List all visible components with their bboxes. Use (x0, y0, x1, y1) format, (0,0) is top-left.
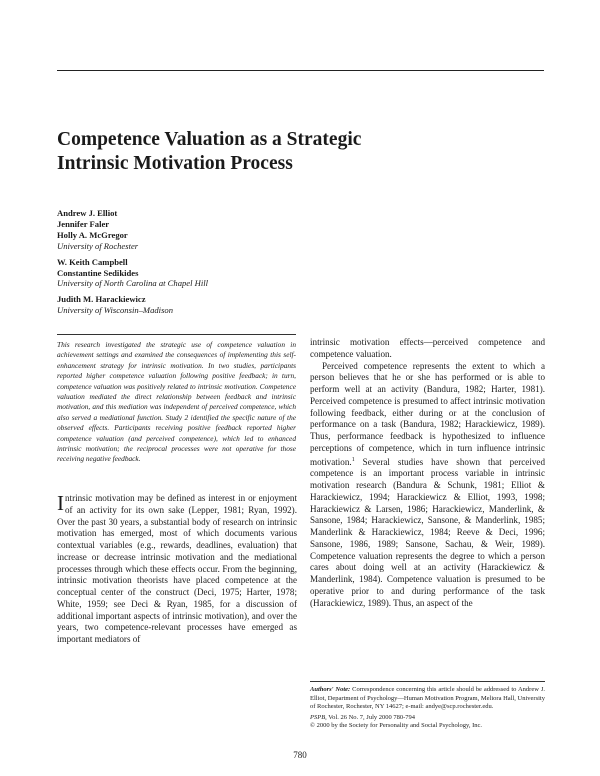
author-affiliation: University of Wisconsin–Madison (57, 305, 174, 316)
paragraph-continued: intrinsic motivation effects—perceived competence and competence valuation. (310, 337, 545, 359)
author-name: Jennifer Faler (57, 218, 110, 229)
author-affiliation: University of North Carolina at Chapel Hill (57, 278, 209, 289)
header-rule (57, 70, 544, 71)
journal-citation (310, 714, 545, 723)
paragraph-text: Perceived competence represents the extent to which a person believes that he or she has performed or is able to perform well at an activity (Bandura, 1982; Harter, 1981). Perceived competence is presumed to affect intrinsic motivation following feedback, either during or at the conclusion of performance on a task (Bandura, 1982; Harackiewicz, 1989). Thus, performance feedback is hypothesized to influence perceptions of competence, which in turn influence intrinsic motivation. (310, 360, 545, 467)
author-group-1 (57, 208, 357, 252)
body-column-left (57, 493, 297, 646)
author-name: Andrew J. Elliot (57, 208, 118, 218)
footnote-marker: 1 (351, 456, 355, 463)
title-line-2: Intrinsic Motivation Process (57, 153, 293, 174)
authors-note (310, 681, 545, 731)
author-name: Constantine Sedikides (57, 267, 139, 278)
note-label: Authors' Note: (310, 686, 351, 693)
paragraph-perceived-competence (310, 361, 545, 610)
intro-text: ntrinsic motivation may be defined as interest in or enjoyment of an activity for its own sake (Lepper, 1981; Ryan, 1992). Over the past 30 years, a substantial body of research on intrinsic motivation has emerged, most of which documents various contextual variables (e.g., rewards, deadlines, evaluation) that increase or decrease intrinsic motivation and the mediational processes through which these effects occur. From the beginning, intrinsic motivation theorists have placed competence at the conceptual center of the construct (Deci, 1975; Harter, 1978; White, 1959; see Deci & Ryan, 1985, for a discussion of additional important aspects of intrinsic motivation), and over the years, two competence-relevant processes have emerged as important mediators of (57, 493, 297, 644)
journal-volume: Vol. 26 No. 7, July 2000 780-794 (326, 713, 416, 721)
author-name: Judith M. Harackiewicz (57, 294, 146, 305)
article-title (57, 128, 477, 176)
author-name: W. Keith Campbell (57, 256, 128, 267)
drop-cap: I (57, 491, 64, 515)
title-line-1: Competence Valuation as a Strategic (57, 129, 362, 150)
journal-name: PSPB, (310, 713, 327, 721)
intro-paragraph (57, 493, 297, 646)
author-affiliation: University of Rochester (57, 240, 139, 251)
paragraph-text-continued: Several studies have shown that perceived competence is an important process variable in intrinsic motivation research (Bandura & Schunk, 1981; Elliot & Harackiewicz, 1994; Harackiewicz & Elliot, 1993, 1998; Harackiewicz & Larsen, 1986; Harackiewicz, Manderlink, & Sansone, 1984; Harackiewicz, Sansone, & Manderlink, 1985; Manderlink & Harackiewicz, 1984; Reeve & Deci, 1996; Sansone, 1986, 1989; Sansone, Sachau, & Weir, 1989). Competence valuation represents the degree to which a person cares about doing well at an activity (Harackiewicz & Manderlink, 1984). Competence valuation is presumed to be operative prior to and during performance of the task (Harackiewicz, 1989). Thus, an aspect of the (310, 456, 545, 608)
author-name: Holly A. McGregor (57, 229, 128, 240)
note-text: Correspondence concerning this article should be addressed to Andrew J. Elliot, Department of Psychology—Human Motivation Program, Meliora Hall, University of Rochester, Rochester, NY 14627; e-mail: andye@scp.rochester.edu. (310, 686, 545, 711)
author-group-2 (57, 257, 357, 290)
correspondence-note (310, 686, 545, 712)
author-block (57, 208, 357, 321)
copyright-line: © 2000 by the Society for Personality and Social Psychology, Inc. (310, 722, 483, 730)
author-group-3 (57, 294, 357, 316)
page-number: 780 (293, 750, 307, 760)
body-column-right (310, 337, 545, 609)
abstract: This research investigated the strategic use of competence valuation in achievement settings and examined the consequences of implementing this self-enhancement strategy for intrinsic motivation. In two studies, participants reported higher competence valuation following positive feedback; in turn, competence valuation was positively related to intrinsic motivation. Competence valuation mediated the direct relationship between feedback and intrinsic motivation, and this mediation was independent of perceived competence, which also served a mediational function. Study 2 identified the specific nature of the observed effects. Participants receiving positive feedback reported higher competence valuation (and perceived competence), which led to enhanced intrinsic motivation; the reciprocal processes were not operative for those receiving negative feedback. (57, 334, 296, 465)
